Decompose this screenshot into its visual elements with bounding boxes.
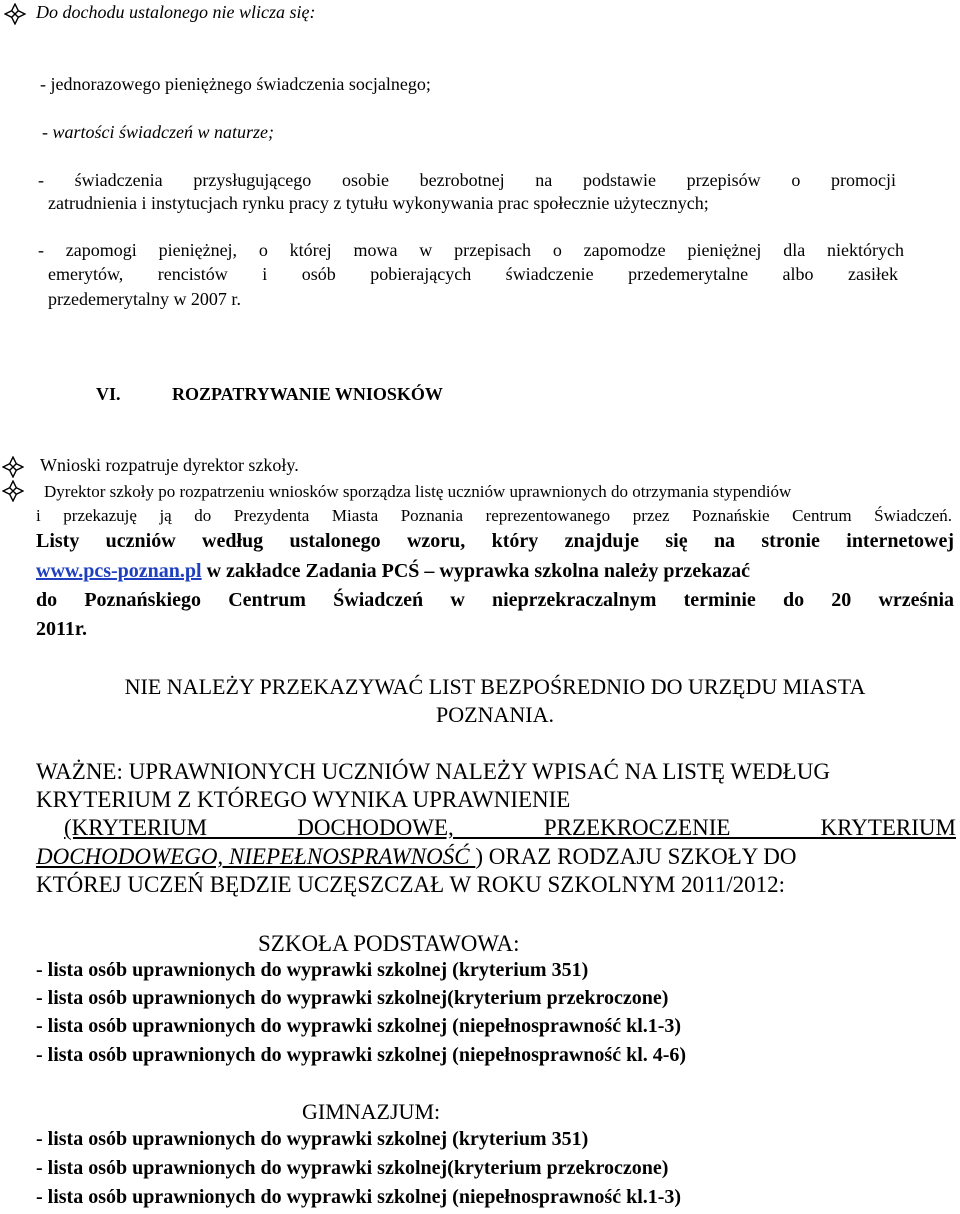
important-line — [36, 844, 796, 870]
list-item: - lista osób uprawnionych do wyprawki szkolnej (kryterium 351) — [36, 1128, 589, 1150]
bullet-text: Wnioski rozpatruje dyrektor szkoły. — [40, 455, 299, 475]
pcs-website-link[interactable]: www.pcs-poznan.pl — [36, 560, 202, 582]
warning-line: NIE NALEŻY PRZEKAZYWAĆ LIST BEZPOŚREDNIO DO URZĘDU MIASTA — [124, 674, 866, 699]
notice-line: 2011r. — [36, 618, 87, 640]
notice-line — [36, 560, 750, 583]
diamond-bullet-icon — [2, 480, 24, 502]
list-item: - lista osób uprawnionych do wyprawki szkolnej (niepełnosprawność kl. 4-6) — [36, 1044, 687, 1066]
exclusion-item-continuation: zatrudnienia i instytucjach rynku pracy z tytułu wykonywania prac społecznie użytecznych; — [48, 193, 709, 213]
list-item: - lista osób uprawnionych do wyprawki szkolnej(kryterium przekroczone) — [36, 1157, 669, 1179]
notice-line: Listy uczniów według ustalonego wzoru, który znajduje się na stronie internetowej — [36, 530, 954, 552]
exclusion-item: - świadczenia przysługującego osobie bezrobotnej na podstawie przepisów o promocji — [38, 170, 896, 190]
notice-line: do Poznańskiego Centrum Świadczeń w nieprzekraczalnym terminie do 20 września — [36, 589, 954, 611]
list-item: - lista osób uprawnionych do wyprawki szkolnej (kryterium 351) — [36, 959, 589, 981]
diamond-bullet-icon — [4, 3, 26, 25]
important-line: KTÓREJ UCZEŃ BĘDZIE UCZĘSZCZAŁ W ROKU SZKOLNYM 2011/2012: — [36, 872, 785, 897]
section-title: ROZPATRYWANIE WNIOSKÓW — [172, 384, 443, 404]
primary-school-heading: SZKOŁA PODSTAWOWA: — [258, 931, 520, 956]
intro-heading: Do dochodu ustalonego nie wlicza się: — [36, 2, 316, 22]
bullet-text: Dyrektor szkoły po rozpatrzeniu wniosków sporządza listę uczniów uprawnionych do otrzymania stypendiów — [44, 482, 792, 501]
exclusion-item-continuation: emerytów, rencistów i osób pobierających świadczenie przedemerytalne albo zasiłek — [48, 264, 898, 284]
bullet-text-continuation: i przekazuję ją do Prezydenta Miasta Poznania reprezentowanego przez Poznańskie Centrum Świadczeń. — [36, 506, 952, 525]
list-item: - lista osób uprawnionych do wyprawki szkolnej (niepełnosprawność kl.1-3) — [36, 1015, 682, 1037]
warning-line: POZNANIA. — [436, 702, 554, 727]
important-line-rest: ) ORAZ RODZAJU SZKOŁY DO — [475, 844, 797, 869]
notice-line-rest: w zakładce Zadania PCŚ – wyprawka szkolna należy przekazać — [201, 560, 750, 582]
exclusion-item: - zapomogi pieniężnej, o której mowa w przepisach o zapomodze pieniężnej dla niektórych — [38, 240, 904, 260]
list-item: - lista osób uprawnionych do wyprawki szkolnej(kryterium przekroczone) — [36, 987, 669, 1009]
exclusion-item-continuation: przedemerytalny w 2007 r. — [48, 289, 241, 309]
important-line: KRYTERIUM Z KTÓREGO WYNIKA UPRAWNIENIE — [36, 787, 571, 812]
important-line: WAŻNE: UPRAWNIONYCH UCZNIÓW NALEŻY WPISAĆ NA LISTĘ WEDŁUG — [36, 759, 830, 784]
section-number: VI. — [96, 384, 121, 404]
diamond-bullet-icon — [2, 456, 24, 478]
exclusion-item: - wartości świadczeń w naturze; — [42, 122, 274, 142]
exclusion-item: - jednorazowego pieniężnego świadczenia socjalnego; — [40, 74, 431, 94]
gymnasium-heading: GIMNAZJUM: — [302, 1099, 441, 1124]
important-underlined: DOCHODOWEGO, NIEPEŁNOSPRAWNOŚĆ — [36, 844, 476, 869]
important-line: (KRYTERIUM DOCHODOWE, PRZEKROCZENIE KRYTERIUM — [64, 815, 956, 840]
list-item: - lista osób uprawnionych do wyprawki szkolnej (niepełnosprawność kl.1-3) — [36, 1186, 682, 1208]
